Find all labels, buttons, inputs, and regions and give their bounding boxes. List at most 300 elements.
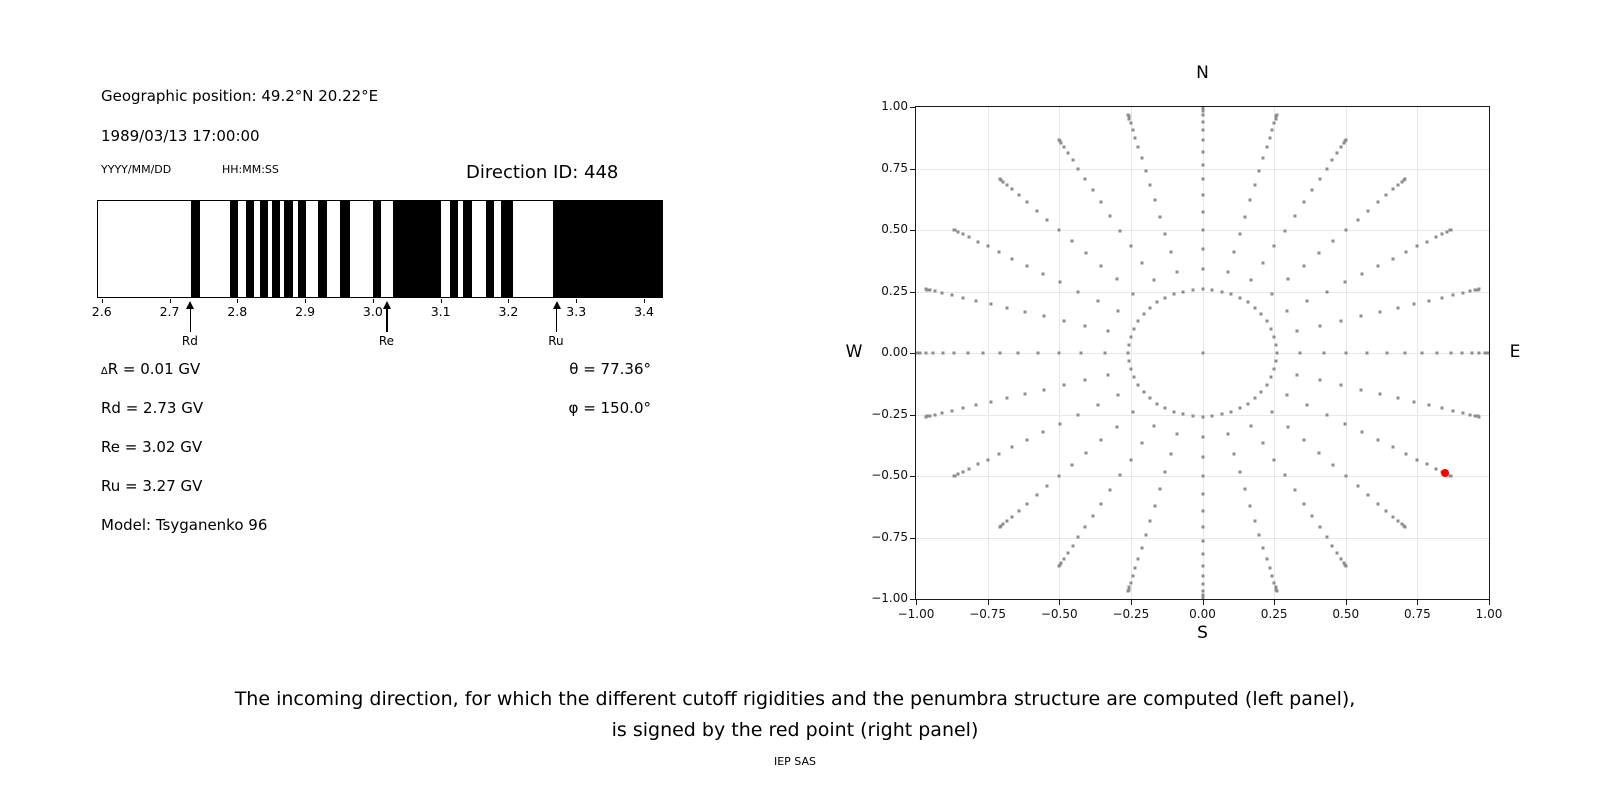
direction-grid-point [919,352,922,355]
direction-grid-point [1397,306,1400,309]
y-axis-tick-label: 0.25 [881,283,908,298]
cutoff-marker-arrow-line [190,308,191,332]
direction-grid-point [966,352,969,355]
direction-grid-point [1080,352,1083,355]
penumbra-forbidden-band [463,201,471,297]
direction-grid-point [1220,413,1223,416]
direction-grid-point [1119,474,1122,477]
direction-grid-point [1311,515,1314,518]
direction-grid-point [1404,352,1407,355]
direction-grid-point [1191,415,1194,418]
direction-grid-point [1127,360,1130,363]
direction-grid-point [1268,567,1271,570]
penumbra-bands-layer [98,201,662,297]
direction-grid-point [1085,451,1088,454]
direction-grid-point [1063,557,1066,560]
penumbra-axis-tick-label: 2.6 [91,304,112,319]
direction-grid-point [924,352,927,355]
penumbra-x-axis [91,299,663,359]
direction-grid-point [1339,146,1342,149]
x-axis-tick-label: 0.75 [1404,607,1431,621]
x-axis-tick [1274,600,1275,605]
direction-grid-point [1331,545,1334,548]
direction-grid-point [1059,422,1062,425]
direction-grid-point [1478,415,1481,418]
cardinal-label-west: W [845,342,863,362]
direction-grid-point [1331,240,1334,243]
y-axis-tick-label: 0.00 [881,345,908,359]
x-axis-tick [916,600,917,605]
direction-grid-point [1331,463,1334,466]
direction-grid-point [1153,504,1156,507]
direction-grid-point [1201,129,1204,132]
direction-grid-point [1356,218,1359,221]
direction-grid-point [1201,589,1204,592]
direction-grid-point [1249,504,1252,507]
direction-grid-point [1142,313,1145,316]
direction-grid-point [1129,245,1132,248]
cardinal-label-south: S [1197,623,1208,643]
direction-grid-point [1367,494,1370,497]
geographic-position-text: Geographic position: 49.2°N 20.22°E [101,87,379,105]
direction-grid-point [1488,352,1490,355]
direction-grid-point [1397,183,1400,186]
direction-grid-point [1275,360,1278,363]
direction-grid-point [1391,257,1394,260]
penumbra-forbidden-band [191,201,200,297]
direction-grid-point [1005,520,1008,523]
penumbra-forbidden-band [298,201,306,297]
direction-grid-point [1132,411,1135,414]
cutoff-marker-arrow-line [556,308,557,332]
direction-grid-point [1426,240,1429,243]
direction-grid-point [1449,229,1452,232]
direction-grid-point [1325,167,1328,170]
direction-grid-point [1158,488,1161,491]
direction-grid-point [1426,463,1429,466]
direction-grid-point [1115,278,1118,281]
direction-grid-point [1273,122,1276,125]
direction-grid-point [1084,378,1087,381]
direction-grid-point [953,475,956,478]
direction-grid-point [1071,463,1074,466]
direction-grid-point [1149,397,1152,400]
direction-grid-point [1005,306,1008,309]
cutoff-marker-label: Re [378,334,395,348]
direction-grid-point [1077,290,1080,293]
direction-grid-point [1434,236,1437,239]
direction-grid-point [1229,410,1232,413]
y-axis-tick [910,292,915,293]
direction-grid-point [1201,193,1204,196]
direction-grid-point [1201,540,1204,543]
direction-grid-point [1152,424,1155,427]
direction-grid-point [1127,589,1130,592]
direction-grid-point [961,407,964,410]
direction-grid-point [1275,589,1278,592]
direction-grid-point [1344,352,1347,355]
direction-grid-point [1478,288,1481,291]
direction-grid-point [1428,299,1431,302]
direction-grid-point [1265,557,1268,560]
direction-id-text: Direction ID: 448 [466,162,619,183]
direction-grid-point [1119,229,1122,232]
direction-grid-point [998,178,1001,181]
penumbra-forbidden-band [318,201,327,297]
x-axis-tick-label: −0.50 [1040,607,1078,621]
direction-grid-point [982,352,985,355]
direction-grid-point [1201,247,1204,250]
direction-grid-point [1293,215,1296,218]
direction-grid-point [1302,502,1305,505]
direction-grid-point [1071,240,1074,243]
penumbra-axis-tick [237,299,238,303]
direction-grid-point [1158,215,1161,218]
direction-grid-point [1077,413,1080,416]
y-axis-tick-label: 0.50 [881,222,908,236]
penumbra-forbidden-band [501,201,512,297]
direction-grid-point [1420,352,1423,355]
direction-grid-point [1182,290,1185,293]
direction-grid-point [1461,352,1464,355]
direction-grid-point [1041,431,1044,434]
direction-grid-point [1026,438,1029,441]
direction-grid-point [1026,201,1029,204]
direction-grid-point [1238,233,1241,236]
selected-direction-point [1441,469,1449,477]
direction-grid-point [1468,413,1471,416]
y-axis-tick-label: −0.50 [871,468,908,482]
direction-grid-point [998,452,1001,455]
direction-grid-point [1397,520,1400,523]
penumbra-forbidden-band [450,201,458,297]
direction-grid-point [998,352,1001,355]
direction-grid-point [1452,409,1455,412]
direction-grid-point [1271,575,1274,578]
direction-grid-point [1268,136,1271,139]
direction-scatter-plot [845,63,1521,643]
direction-grid-point [1026,265,1029,268]
direction-grid-point [1116,309,1119,312]
direction-grid-point [1344,565,1347,568]
direction-grid-point [1404,525,1407,528]
direction-grid-point [1360,388,1363,391]
direction-grid-point [1132,292,1135,295]
penumbra-forbidden-band [393,201,441,297]
penumbra-axis-tick-label: 3.2 [498,304,519,319]
penumbra-forbidden-band [260,201,268,297]
direction-grid-point [957,230,960,233]
direction-grid-point [1100,265,1103,268]
direction-grid-point [1201,267,1204,270]
direction-grid-point [1449,475,1452,478]
y-axis-tick [910,415,915,416]
direction-grid-point [1478,352,1481,355]
direction-grid-point [1063,146,1066,149]
direction-grid-point [1201,456,1204,459]
direction-grid-point [1404,452,1407,455]
direction-grid-point [1468,290,1471,293]
direction-grid-point [1153,199,1156,202]
direction-grid-point [1273,368,1276,371]
cutoff-marker-label: Ru [548,334,564,348]
direction-grid-point [1170,452,1173,455]
y-axis-tick [910,230,915,231]
direction-grid-point [1258,169,1261,172]
direction-grid-point [1232,452,1235,455]
direction-grid-point [1265,320,1268,323]
direction-grid-point [1249,199,1252,202]
direction-grid-point [1344,138,1347,141]
direction-grid-point [1144,534,1147,537]
direction-grid-point [1084,526,1087,529]
direction-grid-point [976,463,979,466]
direction-grid-point [1253,184,1256,187]
ru-line: Ru = 3.27 GV [101,477,203,495]
direction-grid-point [1413,400,1416,403]
direction-grid-point [1296,330,1299,333]
direction-grid-point [1244,488,1247,491]
direction-grid-point [1017,352,1020,355]
direction-grid-point [1077,536,1080,539]
penumbra-axis-tick-label: 3.3 [566,304,587,319]
direction-grid-point [1361,272,1364,275]
direction-grid-point [1318,378,1321,381]
direction-grid-point [1173,410,1176,413]
direction-grid-point [1391,446,1394,449]
direction-grid-point [1201,229,1204,232]
direction-grid-point [1376,438,1379,441]
cardinal-label-north: N [1196,63,1209,83]
direction-grid-point [1156,402,1159,405]
direction-grid-point [1116,394,1119,397]
direction-grid-point [1296,373,1299,376]
direction-grid-point [1201,583,1204,586]
delta-symbol: ∆ [101,366,108,377]
direction-grid-point [1084,325,1087,328]
x-axis-tick-label: −1.00 [897,607,935,621]
direction-grid-point [1176,270,1179,273]
direction-grid-point [1046,218,1049,221]
direction-grid-point [1318,325,1321,328]
direction-grid-point [1137,320,1140,323]
direction-grid-point [1017,194,1020,197]
direction-grid-point [1129,122,1132,125]
time-format-label: HH:MM:SS [222,163,279,176]
direction-grid-point [1317,451,1320,454]
direction-grid-point [1270,411,1273,414]
direction-grid-point [968,467,971,470]
direction-grid-point [1127,114,1130,117]
direction-grid-point [1085,252,1088,255]
direction-grid-point [1331,158,1334,161]
direction-grid-point [1091,515,1094,518]
direction-grid-point [1201,565,1204,568]
y-axis-tick [910,107,915,108]
direction-grid-point [1063,383,1066,386]
direction-grid-point [1250,424,1253,427]
direction-grid-point [1058,138,1061,141]
penumbra-axis-tick [373,299,374,303]
direction-grid-point [1096,299,1099,302]
direction-grid-point [1137,383,1140,386]
direction-grid-point [1273,335,1276,338]
direction-grid-point [1164,296,1167,299]
direction-grid-point [1144,169,1147,172]
direction-grid-point [1201,493,1204,496]
direction-grid-point [1397,397,1400,400]
direction-grid-point [1046,485,1049,488]
gridline-vertical [1417,107,1418,599]
direction-grid-point [1152,279,1155,282]
direction-grid-point [1096,404,1099,407]
direction-grid-point [968,236,971,239]
direction-grid-point [1071,545,1074,548]
direction-grid-point [1461,292,1464,295]
x-axis-tick [1131,600,1132,605]
direction-grid-point [1066,151,1069,154]
penumbra-axis-tick [305,299,306,303]
penumbra-axis-tick [644,299,645,303]
direction-grid-point [1356,485,1359,488]
x-axis-tick [1489,600,1490,605]
cutoff-marker-arrow-line [386,308,387,332]
penumbra-bar-chart [97,200,663,298]
model-line: Model: Tsyganenko 96 [101,516,268,534]
direction-grid-point [1262,546,1265,549]
direction-grid-point [1339,557,1342,560]
direction-grid-point [1100,502,1103,505]
date-format-label: YYYY/MM/DD [101,163,172,176]
penumbra-forbidden-band [340,201,350,297]
direction-grid-point [1262,442,1265,445]
direction-grid-point [1170,251,1173,254]
direction-grid-point [1140,546,1143,549]
direction-grid-point [928,414,931,417]
x-axis-tick [1417,600,1418,605]
direction-grid-point [1265,146,1268,149]
direction-grid-point [1306,299,1309,302]
direction-grid-point [986,245,989,248]
direction-grid-point [932,352,935,355]
direction-grid-point [1416,245,1419,248]
direction-grid-point [1201,163,1204,166]
direction-grid-point [1023,392,1026,395]
direction-grid-point [1129,368,1132,371]
direction-grid-point [1156,301,1159,304]
direction-grid-point [1011,188,1014,191]
direction-grid-point [1164,470,1167,473]
direction-grid-point [1134,136,1137,139]
direction-grid-point [1137,146,1140,149]
penumbra-forbidden-band [230,201,239,297]
direction-grid-point [1131,575,1134,578]
direction-grid-point [1376,502,1379,505]
x-axis-tick-label: −0.25 [1112,607,1150,621]
direction-grid-point [1201,574,1204,577]
direction-grid-point [1129,581,1132,584]
direction-grid-point [1077,167,1080,170]
penumbra-axis-tick [170,299,171,303]
direction-grid-point [1318,177,1321,180]
direction-grid-point [1428,404,1431,407]
direction-grid-point [1201,598,1204,600]
penumbra-axis-tick-label: 3.4 [634,304,654,319]
direction-grid-point [1322,352,1325,355]
direction-grid-point [1452,294,1455,297]
direction-grid-point [1339,320,1342,323]
direction-grid-point [976,240,979,243]
direction-grid-point [1191,288,1194,291]
direction-grid-point [1142,390,1145,393]
direction-grid-point [1246,301,1249,304]
direction-grid-point [1103,352,1106,355]
direction-grid-point [1140,442,1143,445]
direction-grid-point [961,296,964,299]
direction-grid-point [998,525,1001,528]
direction-grid-point [1287,278,1290,281]
direction-grid-point [1253,306,1256,309]
direction-grid-point [1238,296,1241,299]
direction-grid-point [1226,270,1229,273]
direction-grid-point [1253,397,1256,400]
direction-grid-point [1201,114,1204,117]
direction-grid-point [1270,376,1273,379]
direction-grid-point [1436,352,1439,355]
direction-grid-point [1042,388,1045,391]
direction-grid-point [1026,502,1029,505]
direction-grid-point [1274,117,1277,120]
direction-grid-point [1336,151,1339,154]
direction-grid-point [1201,178,1204,181]
direction-grid-point [1201,150,1204,153]
direction-grid-point [974,299,977,302]
direction-grid-point [1201,415,1204,418]
direction-grid-point [1037,352,1040,355]
direction-grid-point [1385,352,1388,355]
direction-grid-point [1317,252,1320,255]
direction-grid-point [1246,402,1249,405]
direction-grid-point [1058,352,1061,355]
direction-grid-point [1275,114,1278,117]
direction-grid-point [1042,315,1045,318]
direction-grid-point [1238,407,1241,410]
direction-grid-point [1109,488,1112,491]
direction-grid-point [1270,292,1273,295]
direction-grid-point [924,415,927,418]
direction-grid-point [1287,425,1290,428]
direction-grid-point [986,458,989,461]
x-axis-tick [988,600,989,605]
direction-grid-point [1339,383,1342,386]
direction-grid-point [934,290,937,293]
y-axis-tick-label: −1.00 [871,591,908,605]
direction-grid-point [1265,383,1268,386]
credit-text: IEP SAS [773,755,817,768]
x-axis-tick-label: −0.75 [969,607,1007,621]
direction-grid-point [1275,352,1278,355]
direction-grid-point [1129,335,1132,338]
direction-grid-point [1318,526,1321,529]
direction-grid-point [974,404,977,407]
scatter-points-layer [916,107,1489,599]
direction-grid-point [1140,157,1143,160]
x-axis-tick [1346,600,1347,605]
y-axis-tick-label: −0.25 [871,406,908,421]
direction-grid-point [1361,431,1364,434]
direction-grid-point [1325,536,1328,539]
direction-grid-point [1404,251,1407,254]
